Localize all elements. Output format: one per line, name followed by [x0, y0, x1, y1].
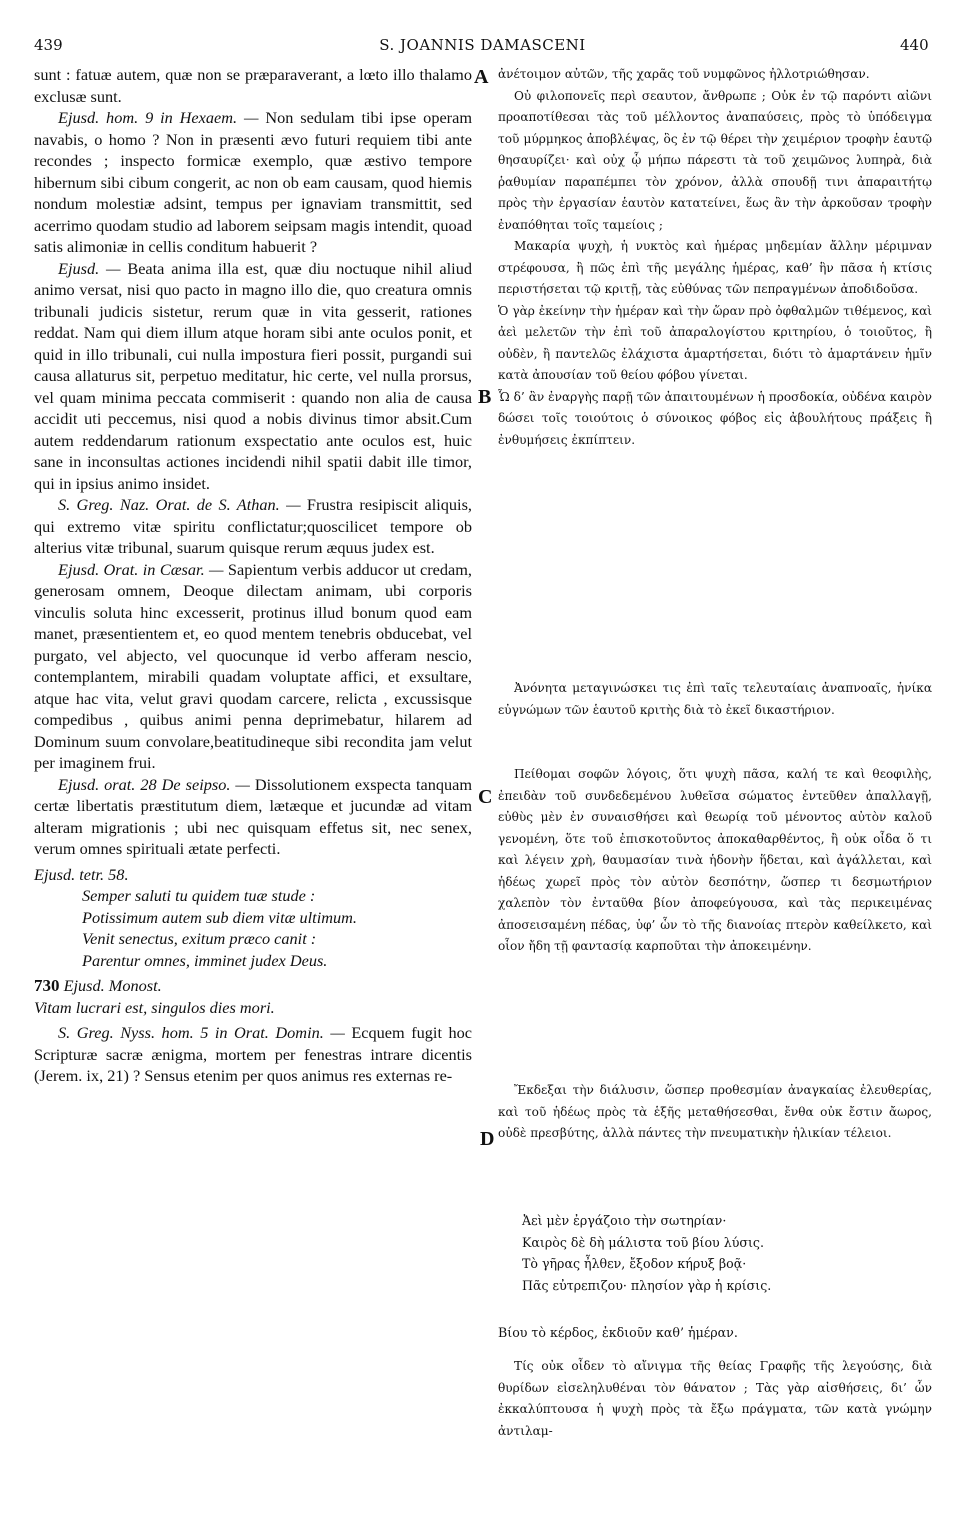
page-number-left: 439	[34, 36, 63, 54]
greek-paragraph: Πείθομαι σοφῶν λόγοις, ὅτι ψυχὴ πᾶσα, καλή τε καὶ θεοφιλὴς, ἐπειδὰν τοῦ συνδεδεμένου λυθεῖσα σώματος ἐντεῦθεν ἀπαλλαγῇ, εὐθὺς μὲν ἐν συναισθήσει καὶ θεωρίᾳ τοῦ μένοντος αὐτὸν καλοῦ γενομένη, ὅτε τοῦ ἐπισκοτοῦντος ἀποκαθαρθέντος, ἢ οὐκ οἶδα ὅ τι καὶ λέγειν χρὴ, θαυμασίαν τινὰ ἡδονὴν ἥδεται, καὶ ἀγάλλεται, καὶ ἡδέως χωρεῖ πρὸς τὸν αὐτὸν δεσπότην, ὥσπερ τι δεσμωτήριον χαλεπὸν τὸν ἐνταῦθα βίον ἀποφεύγουσα, καὶ τὰς περικειμένας ἀποσεισαμένη πέδας, ὑφ’ ὧν τὸ τῆς διανοίας πτερὸν καθείλκετο, καὶ οἷον ἤδη τῇ φαντασίᾳ καρποῦται τὴν ἀποκειμένην.	[498, 767, 932, 953]
greek-verse-line: Πᾶς εὐτρεπιζου· πλησίον γὰρ ἡ κρίσις.	[522, 1277, 772, 1293]
greek-paragraph: Μακαρία ψυχὴ, ἡ νυκτὸς καὶ ἡμέρας μηδεμίαν ἄλλην μέριμναν στρέφουσα, ἢ πῶς ἐπὶ τῆς μεγάλης ἡμέρας, καθ’ ἣν πᾶσα ἡ κτίσις περιστήσεται τῷ κριτῇ, τὰς εὐθύνας τῶν πεπραγμένων ἀποδιδοῦσα.	[498, 239, 932, 296]
greek-block-2	[498, 678, 932, 721]
margin-marker-c: C	[478, 786, 493, 808]
monostich-heading: Ejusd. Monost.	[59, 976, 162, 995]
margin-marker-b: B	[478, 386, 492, 408]
latin-paragraph	[34, 494, 472, 559]
latin-paragraph	[34, 559, 472, 774]
page-header	[0, 36, 965, 60]
latin-paragraph	[34, 1022, 472, 1087]
margin-marker-a: A	[474, 66, 489, 88]
section-heading	[34, 864, 472, 886]
latin-text: Sapientum verbis adducor ut credam, generosam omnem, Deoque dilectam animam, ubi corporis vinculis soluta hinc excesserit, protinus illud bonum quod eam manet, præsentientem et, eo quod mentem tenebris obducebat, vel purgato, vel abjecto, vel quocunque id verbo afferam nescio, contemplantem, mirabili quadam voluptate affici, et exsultare, atque hac vita, velut gravi quodam carcere, relicta , excussisque compedibus , quibus animi penna deprimebatur, hilarem ad Dominum suum convolare,beatitudineque sibi recondita jam velut per imaginem frui.	[34, 559, 473, 772]
greek-paragraph: Τίς οὐκ οἶδεν τὸ αἴνιγμα τῆς θείας Γραφῆς τῆς λεγούσης, διὰ θυρίδων εἰσεληλυθέναι τὸν θάνατον ; Τὰς γὰρ αἰσθήσεις, δι’ ὧν ἐκκαλύπτουσα ἡ ψυχὴ πρὸς τὰ ἔξω πράγματα, τῶν κατὰ γνώμην ἀντιλαμ-	[498, 1359, 932, 1438]
source-citation: S. Greg. Naz. Orat. de S. Athan. —	[58, 495, 301, 514]
verse-line: Parentur omnes, imminet judex Deus.	[82, 950, 328, 970]
margin-marker-d: D	[480, 1128, 495, 1150]
latin-text: Beata anima illa est, quæ diu noctuque nihil aliud animo versat, nisi quo pacto in magno illo die, quo creatura omnis tribunali judicis sistetur, rerum quæ in vita gesserit, rationes reddat. Nam qui diem illum atque horam sibi ante oculos ponit, et quid in illo tribunali, cui nulla impostura fieri possit, purgandi sui causa allaturus sit, perpetuo meditatur, hic certe, vel nulla prorsus, vel quam minima peccata commiserit : quando non alia de causa accidit uti peccemus, nisi quod a nobis divinus timor absit.Cum autem reddendarum rationum exspectatio ante oculos est, huic sane in inconsultas actiones incidendi nihil spatii dabit ille timor, qui in ipsius animo insidet.	[34, 258, 472, 493]
page-number-right: 440	[900, 36, 929, 54]
greek-paragraph: ἀνέτοιμον αὐτῶν, τῆς χαρᾶς τοῦ νυμφῶνος ἠλλοτριώθησαν.	[498, 67, 870, 81]
verse-line: Potissimum autem sub diem vitæ ultimum.	[82, 907, 357, 927]
greek-block-3	[498, 764, 932, 958]
greek-block-4	[498, 1080, 932, 1145]
tetrastich-heading: Ejusd. tetr. 58.	[34, 864, 129, 884]
latin-paragraph	[34, 258, 472, 495]
greek-verse-line: Καιρὸς δὲ δὴ μάλιστα τοῦ βίου λύσις.	[522, 1234, 764, 1250]
latin-text: Dissolutionem exspecta tanquam certæ libertatis præstitutum diem, lætæque et jucundæ ad vitam alteram migrationis ; ubi nec quisquam effetus sit, nec senex, verum omnes spirituali ætate perfecti.	[34, 774, 473, 858]
source-citation: Ejusd. Orat. in Cæsar. —	[58, 559, 224, 579]
latin-paragraph	[34, 107, 472, 258]
greek-paragraph: Ὧ δ’ ἂν ἐναργὴς παρῇ τῶν ἀπαιτουμένων ἡ προσδοκία, οὐδένα καιρὸν δώσει τοῖς τοιούτοις ὁ σύνοικος φόβος εἰς ἀβουλήτους πράξεις ἢ ἐνθυμήσεις ἐκπίπτειν.	[498, 389, 932, 447]
monostich-line: Vitam lucrari est, singulos dies mori.	[34, 997, 275, 1017]
greek-paragraph: Ἀνόνητα μεταγινώσκει τις ἐπὶ ταῖς τελευταίαις ἀναπνοαῖς, ἡνίκα εὐγνώμων τῶν ἑαυτοῦ κριτὴς διὰ τὸ ἐκεῖ δικαστήριον.	[498, 681, 932, 717]
greek-paragraph: Ὁ γὰρ ἐκείνην τὴν ἡμέραν καὶ τὴν ὥραν πρὸ ὀφθαλμῶν τιθέμενος, καὶ ἀεὶ μελετῶν τὴν ἐπὶ τοῦ ἀπαραλογίστου κριτηρίου, ὁ τοιοῦτος, ἢ οὐδὲν, ἢ παντελῶς ἐλάχιστα ἁμαρτήσεται, διότι τὸ ἁμαρτάνειν ἡμῖν κατὰ ἀπουσίαν τοῦ θείου φόβου γίνεται.	[498, 303, 932, 382]
greek-verse-line: Ἀεὶ μὲν ἐργάζοιο τὴν σωτηρίαν·	[522, 1213, 727, 1228]
latin-text: Non sedulam tibi ipse operam navabis, o homo ? Non in præsenti ævo futuri requiem tibi ante recondes ; inspecto formicæ exemplo, quæ æstivo tempore hibernum sibi cibum congerit, ac non ob eam causam, quod hiemis nondum molestiæ adsint, tempus per ignaviam transmittit, sed acerrimo quodam studio ad laborem seipsam magis intendit, quoad satis alimoniæ in cellis conditum habuerit ?	[34, 108, 472, 256]
greek-verse-line: Τὸ γῆρας ἦλθεν, ἔξοδον κήρυξ βοᾷ·	[522, 1256, 747, 1271]
verse-line: Semper saluti tu quidem tuæ stude :	[82, 886, 316, 905]
section-heading	[34, 975, 472, 997]
latin-text: Ecquem fugit hoc Scripturæ sacræ ænigma, mortem per fenestras intrare dicentis (Jerem. ix, 21) ? Sensus etenim per quos animus res externas re-	[34, 1023, 473, 1085]
verse-line: Venit senectus, exitum præco canit :	[82, 929, 317, 948]
greek-verse-block	[498, 1210, 932, 1296]
greek-paragraph: Οὐ φιλοπονεῖς περὶ σεαυτον, ἄνθρωπε ; Οὐκ ἐν τῷ παρόντι αἰῶνι προαποτίθεσαι τὰς τοῦ μέλλοντος ἀναπαύσεις, πρὸς τὸ ὑπόδειγμα τοῦ μύρμηκος ἀποβλέψας, ὃς ἐν τῷ θέρει τὴν χειμέριον τροφὴν ἑαυτῷ θησαυρίζει· καὶ οὐχ ᾧ μήπω πάρεστι τὰ τοῦ χειμῶνος λυπηρὰ, διὰ ῥαθυμίαν παραπέμπει τὸν χρόνον, ἀλλὰ σπουδῇ τινι ἀπαραιτήτῳ πρὸς τὴν ἐργασίαν ἑαυτὸν κατατείνει, ἕως ἂν τὴν ἀρκοῦσαν τροφὴν ἐναπόθηται τοῖς ταμείοις ;	[498, 88, 932, 232]
source-citation: Ejusd. hom. 9 in Hexaem. —	[58, 108, 259, 127]
latin-text: Frustra resipiscit aliquis, qui extremo vitæ spiritu conflictatur;quoscilicet tempore ob alterius vitæ tribunal, suarum quisque rerum æquus judex est.	[34, 495, 472, 557]
greek-paragraph: Ἔκδεξαι τὴν διάλυσιν, ὥσπερ προθεσμίαν ἀναγκαίας ἐλευθερίας, καὶ τοῦ ἡδέως πρὸς τὰ ἑξῆς μεταθήσεσθαι, ἔνθα οὐκ ἔστιν ἄωρος, οὐδὲ πρεσβύτης, ἀλλὰ πάντες τὴν πνευματικὴν ἡλικίαν τέλειοι.	[498, 1083, 932, 1140]
greek-block-5	[498, 1356, 932, 1442]
source-citation: Ejusd. orat. 28 De seipso. —	[58, 774, 250, 794]
latin-paragraph	[34, 774, 472, 860]
running-title: S. JOANNIS DAMASCENI	[379, 36, 586, 54]
source-citation: S. Greg. Nyss. hom. 5 in Orat. Domin. —	[58, 1023, 345, 1042]
source-citation: Ejusd. —	[58, 258, 121, 278]
greek-monostich-block	[498, 1322, 932, 1344]
column-number: 730	[34, 976, 60, 995]
greek-monostich-line: Βίου τὸ κέρδος, ἐκδιοῦν καθ’ ἡμέραν.	[498, 1325, 738, 1340]
latin-paragraph: sunt : fatuæ autem, quæ non se præparaverant, a lœto illo thalamo exclusæ sunt.	[34, 65, 472, 106]
latin-column	[34, 64, 472, 1087]
greek-block-1	[498, 64, 932, 451]
